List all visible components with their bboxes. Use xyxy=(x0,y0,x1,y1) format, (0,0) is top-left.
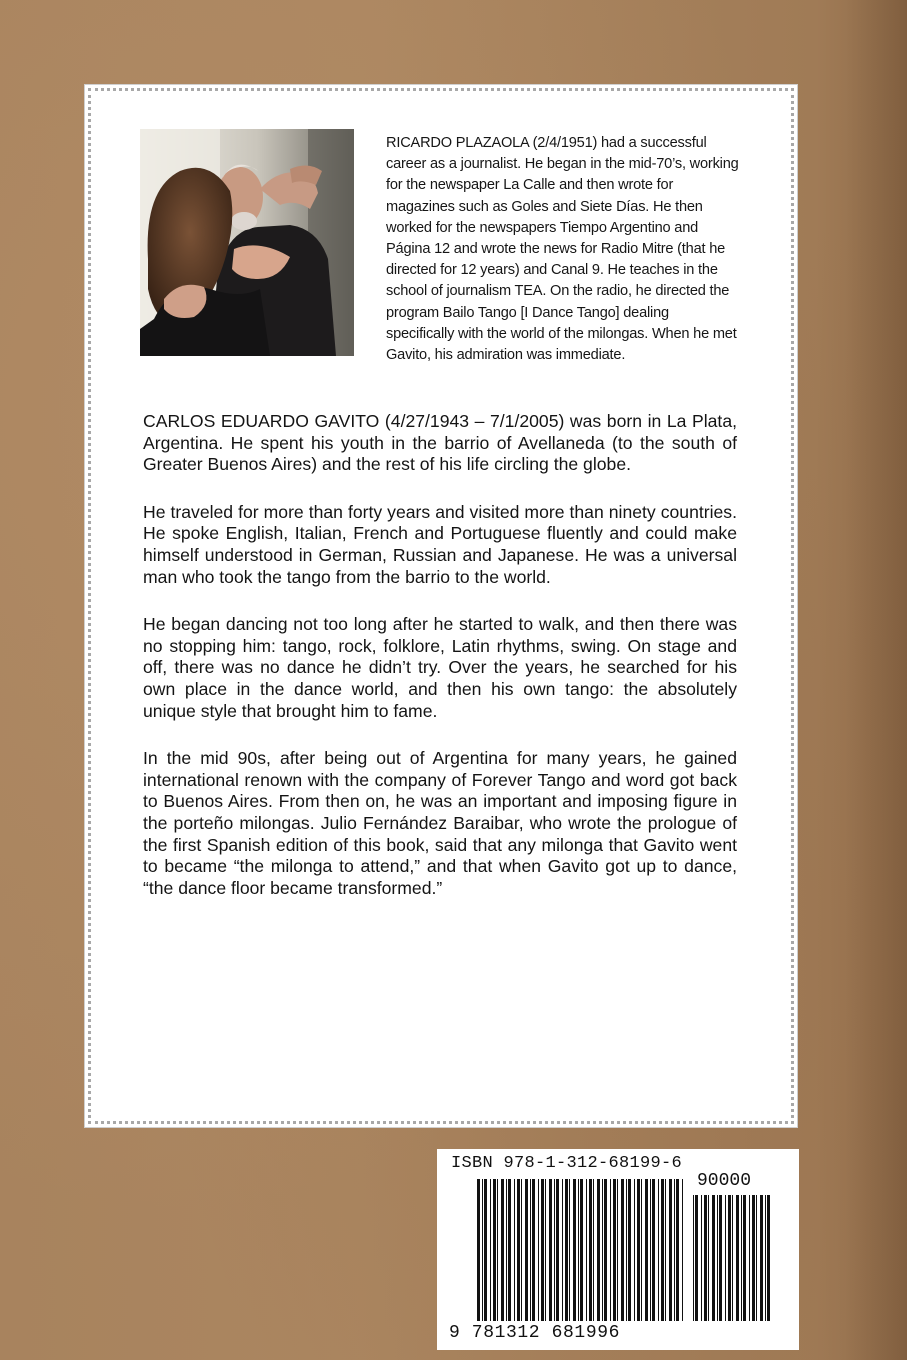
barcode-bar xyxy=(652,1179,655,1321)
barcode-bar xyxy=(586,1179,587,1321)
barcode-bar xyxy=(610,1179,611,1321)
barcode-bar xyxy=(562,1179,563,1321)
barcode-bar xyxy=(506,1179,507,1321)
description-text xyxy=(143,411,737,925)
barcode-bar xyxy=(530,1179,531,1321)
barcode-bar xyxy=(477,1179,480,1321)
barcode-bar xyxy=(682,1179,683,1321)
barcode-bar xyxy=(541,1179,544,1321)
barcode-bar xyxy=(484,1179,487,1321)
barcode-bar xyxy=(613,1179,616,1321)
barcode-bar xyxy=(617,1179,618,1321)
barcode-bar xyxy=(756,1195,757,1321)
barcode-bar xyxy=(517,1179,520,1321)
author-bio: RICARDO PLAZAOLA (2/4/1951) had a successful career as a journalist. He began in the mid-70’s, working for the newspaper La Calle and then wrote for magazines such as Goles and Siete Días. He then worked for the newspapers Tiempo Argentino and Página 12 and wrote the news for Radio Mitre (that he directed for 12 years) and Canal 9. He teaches in the school of journalism TEA. On the radio, he directed the program Bailo Tango [I Dance Tango] dealing specifically with the world of the milongas. When he met Gavito, his admiration was immediate. xyxy=(386,135,739,364)
text-panel xyxy=(85,85,797,1127)
barcode-bar xyxy=(658,1179,659,1321)
barcode-bar xyxy=(719,1195,722,1321)
barcode-bar xyxy=(708,1195,709,1321)
barcode-bar xyxy=(580,1179,583,1321)
barcode-bar xyxy=(490,1179,491,1321)
barcode-bar xyxy=(604,1179,607,1321)
barcode-bar xyxy=(569,1179,570,1321)
barcode-bar xyxy=(637,1179,640,1321)
tango-dancers-photo-icon xyxy=(140,129,354,356)
ean-number: 9 781312 681996 xyxy=(449,1323,621,1343)
barcode-bar xyxy=(695,1195,698,1321)
barcode-bar xyxy=(741,1195,742,1321)
barcode-bar xyxy=(538,1179,539,1321)
barcode-bar xyxy=(767,1195,770,1321)
barcode-bar xyxy=(669,1179,672,1321)
barcode-bar xyxy=(717,1195,718,1321)
isbn-label: ISBN 978-1-312-68199-6 xyxy=(451,1154,683,1173)
barcode-bar xyxy=(556,1179,559,1321)
barcode-bar xyxy=(554,1179,555,1321)
price-code: 90000 xyxy=(697,1171,752,1191)
barcode-bar xyxy=(676,1179,679,1321)
barcode-bar xyxy=(493,1179,496,1321)
barcode-bar xyxy=(732,1195,733,1321)
barcode-bar xyxy=(593,1179,594,1321)
barcode-bar xyxy=(521,1179,522,1321)
author-photo xyxy=(140,129,354,356)
barcode-bar xyxy=(752,1195,755,1321)
barcode-bar xyxy=(725,1195,726,1321)
barcode-bar xyxy=(641,1179,642,1321)
barcode-bar xyxy=(549,1179,552,1321)
paragraph-3: He began dancing not too long after he started to walk, and then there was no stopping him: tango, rock, folklore, Latin rhythms, swing. On stage and off, there was no dance he didn’t try. Over the years, he searched for his own place in the dance world, and then his own tango: the absolutely unique style that brought him to fame. xyxy=(143,614,737,721)
barcode-bar xyxy=(728,1195,731,1321)
spine-shadow xyxy=(845,0,907,1360)
paragraph-1: CARLOS EDUARDO GAVITO (4/27/1943 – 7/1/2005) was born in La Plata, Argentina. He spent his youth in the barrio of Avellaneda (to the south of Greater Buenos Aires) and the rest of his life circling the globe. xyxy=(143,411,737,475)
barcode-bar xyxy=(545,1179,546,1321)
barcode-bar xyxy=(589,1179,592,1321)
barcode-bar xyxy=(508,1179,511,1321)
barcode-bar xyxy=(743,1195,746,1321)
barcode-bar xyxy=(760,1195,763,1321)
barcode-bar xyxy=(501,1179,504,1321)
barcode-bar xyxy=(525,1179,528,1321)
barcode-bar xyxy=(749,1195,750,1321)
barcode-bar xyxy=(645,1179,648,1321)
barcode-bar xyxy=(565,1179,568,1321)
barcode-bar xyxy=(497,1179,498,1321)
barcode-bar xyxy=(621,1179,624,1321)
paragraph-4: In the mid 90s, after being out of Argentina for many years, he gained international renown with the company of Forever Tango and word got back to Buenos Aires. From then on, he was an important and imposing figure in the porteño milongas. Julio Fernández Baraibar, who wrote the prologue of the first Spanish edition of this book, said that any milonga that Gavito went to became “the milonga to attend,” and that when Gavito got up to dance, “the dance floor became transformed.” xyxy=(143,748,737,898)
barcode-bar xyxy=(704,1195,707,1321)
barcode-bar xyxy=(597,1179,600,1321)
barcode-bar xyxy=(578,1179,579,1321)
barcode-bar xyxy=(693,1195,694,1321)
barcode-bar xyxy=(602,1179,603,1321)
barcode-bar xyxy=(532,1179,535,1321)
barcode-bar xyxy=(634,1179,635,1321)
barcode-bar xyxy=(650,1179,651,1321)
barcode-bar xyxy=(514,1179,515,1321)
barcode-bar xyxy=(573,1179,576,1321)
paragraph-2: He traveled for more than forty years and visited more than ninety countries. He spoke English, Italian, French and Portuguese fluently and could make himself understood in German, Russian and Japanese. He was a universal man who took the tango from the barrio to the world. xyxy=(143,501,737,587)
barcode-bar xyxy=(661,1179,664,1321)
barcode-bar xyxy=(626,1179,627,1321)
barcode-bar xyxy=(628,1179,631,1321)
barcode-bar xyxy=(712,1195,715,1321)
barcode-bar xyxy=(674,1179,675,1321)
barcode-bar xyxy=(736,1195,739,1321)
barcode-icon xyxy=(437,1149,799,1350)
barcode-bar xyxy=(701,1195,702,1321)
barcode-bar xyxy=(482,1179,483,1321)
barcode-bar xyxy=(665,1179,666,1321)
barcode-box xyxy=(437,1149,799,1350)
barcode-bar xyxy=(765,1195,766,1321)
